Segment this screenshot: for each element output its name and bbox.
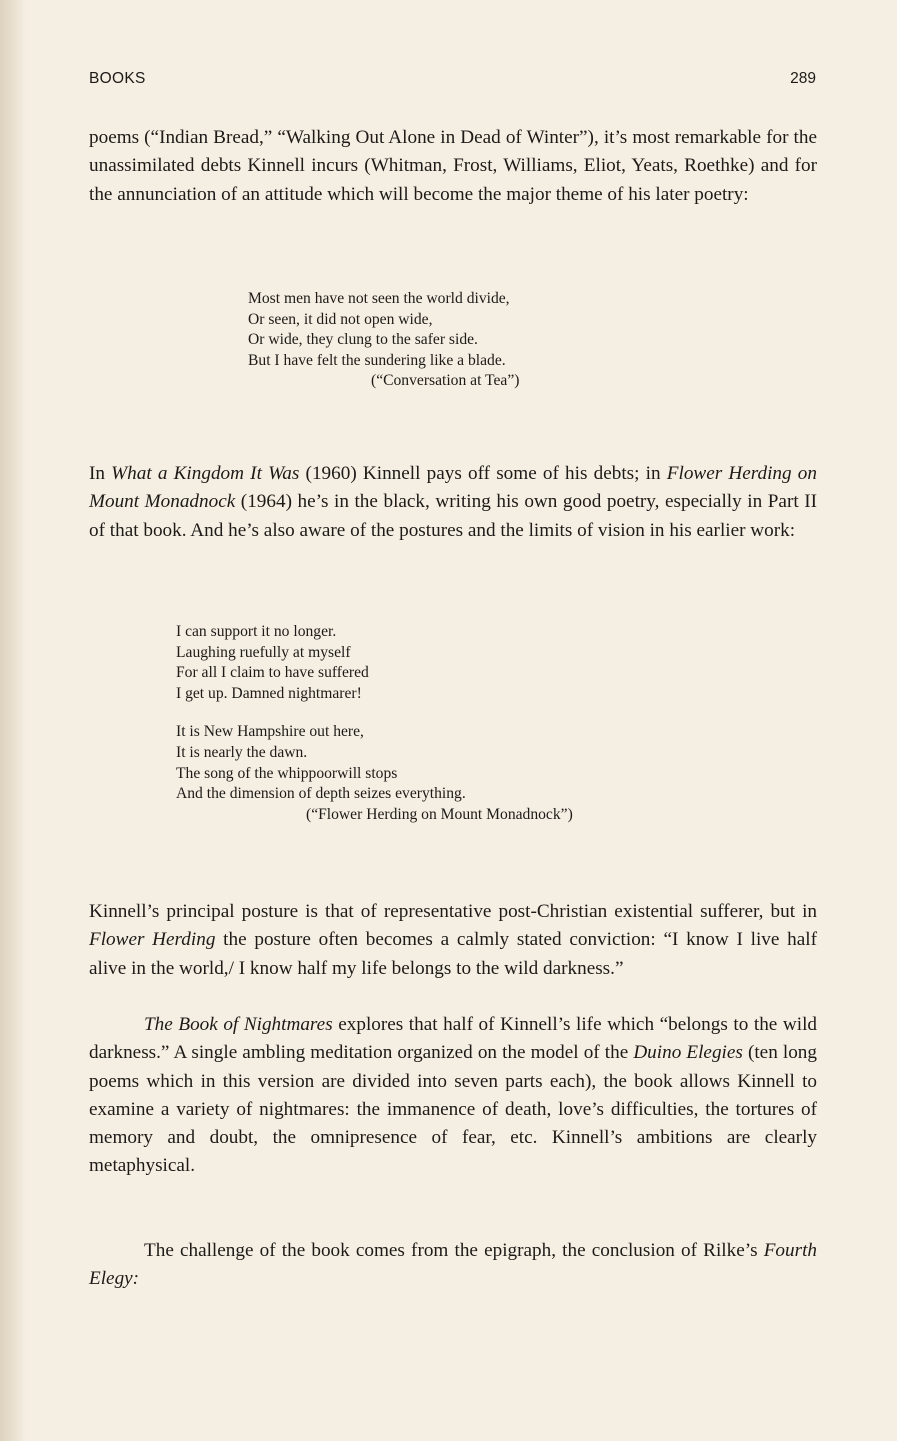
verse-line: I get up. Damned nightmarer! (176, 684, 362, 702)
verse-line: The song of the whippoorwill stops (176, 764, 398, 782)
verse-line: It is New Hampshire out here, (176, 723, 364, 741)
text-run: Kinnell’s principal posture is that of representative post-Christian existential sufferer, but in (89, 901, 817, 922)
text-run: The challenge of the book comes from the epigraph, the conclusion of Rilke’s (144, 1240, 764, 1261)
text-run: the posture often becomes a calmly stated conviction: “I know I live half alive in the world,/ I know half my life belongs to the wild darkness.” (89, 929, 817, 979)
book-title: The Book of Nightmares (144, 1014, 333, 1035)
verse-quote-conversation-at-tea (248, 289, 519, 392)
text-run: In (89, 463, 112, 484)
book-title: Duino Elegies (633, 1042, 743, 1064)
text-run: explores that half of Kinnell’s life which “belongs to the wild darkness.” A single ambling meditation organized on the model of the (89, 1014, 817, 1064)
paragraph-principal-posture (89, 898, 817, 983)
page-gutter-shadow (0, 0, 26, 1441)
verse-line: Most men have not seen the world divide, (248, 290, 510, 307)
verse-line: And the dimension of depth seizes everything. (176, 785, 466, 803)
verse-citation: (“Flower Herding on Mount Monadnock”) (306, 805, 573, 823)
verse-line: I can support it no longer. (176, 623, 337, 640)
verse-citation: (“Conversation at Tea”) (371, 372, 520, 390)
paragraph-book-of-nightmares (89, 1011, 817, 1181)
page-number: 289 (790, 70, 816, 87)
verse-line: Or seen, it did not open wide, (248, 310, 433, 328)
paragraph-poems-debts: poems (“Indian Bread,” “Walking Out Alone in Dead of Winter”), it’s most remarkable for the unassimilated debts Kinnell incurs (Whitman, Frost, Williams, Eliot, Yeats, Roethke) and for the annunciation of an attitude which will become the major theme of his later poetry: (89, 127, 817, 205)
verse-quote-flower-herding (176, 622, 573, 825)
verse-line: Laughing ruefully at myself (176, 643, 351, 661)
text-run: (1960) Kinnell pays off some of his debts; in (299, 463, 667, 484)
book-title: What a Kingdom It Was (111, 463, 300, 484)
paragraph-kingdom-flower-herding (89, 460, 817, 545)
text-run: (1964) he’s in the black, writing his own good poetry, especially in Part II of that book. And he’s also aware of the postures and the limits of vision in his earlier work: (89, 491, 818, 541)
book-title: Flower Herding on Mount Monadnock (89, 463, 817, 513)
book-title: Fourth Elegy: (89, 1240, 817, 1290)
verse-line: But I have felt the sundering like a blade. (248, 351, 506, 369)
verse-line: For all I claim to have suffered (176, 664, 369, 682)
page-header (89, 70, 816, 90)
book-title: Flower Herding (89, 929, 216, 951)
running-head: BOOKS (89, 70, 146, 87)
text-run: (ten long poems which in this version are divided into seven parts each), the book allows Kinnell to examine a variety of nightmares: the immanence of death, love’s difficulties, the tortures of memory and doubt, the omnipresence of fear, etc. Kinnell’s ambitions are clearly metaphysical. (89, 1042, 817, 1177)
paragraph-epigraph-challenge (89, 1237, 817, 1294)
verse-line: It is nearly the dawn. (176, 743, 308, 761)
verse-line: Or wide, they clung to the safer side. (248, 331, 478, 349)
